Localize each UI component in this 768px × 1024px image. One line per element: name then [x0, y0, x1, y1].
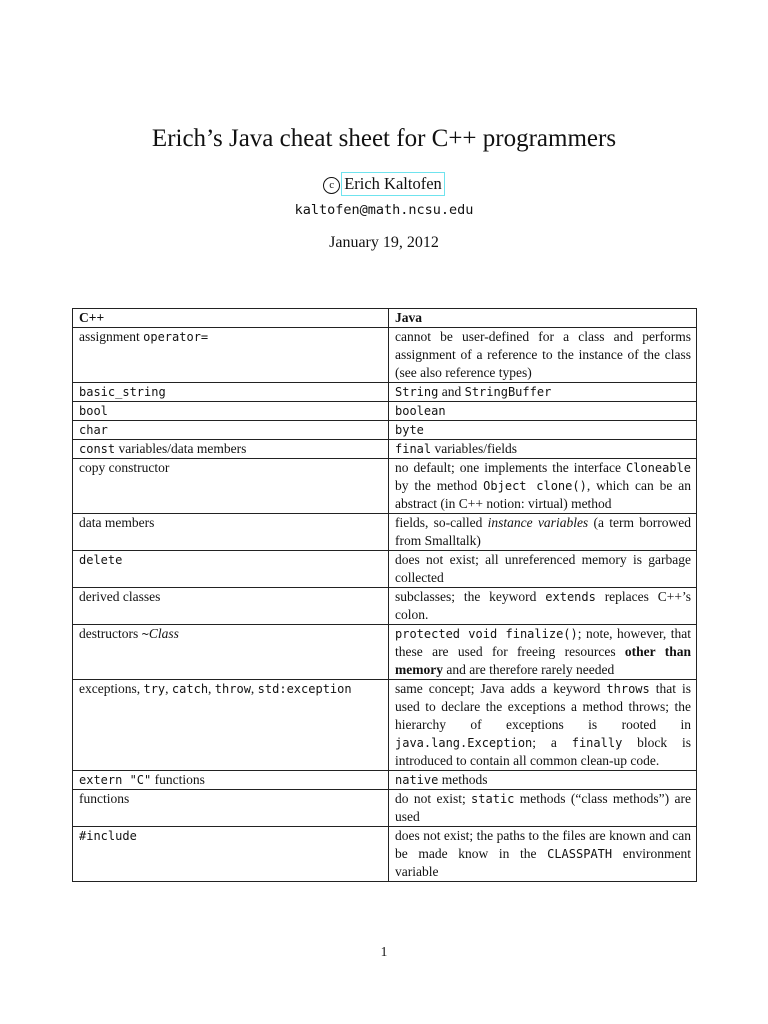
- cell-text: ~: [141, 627, 149, 641]
- table-row: [73, 383, 697, 402]
- cell-text: (a term borrowed from Smalltalk): [395, 515, 691, 548]
- cell-text: do not exist;: [395, 791, 472, 806]
- cell-text: ,: [250, 681, 258, 696]
- header-java: Java: [389, 309, 697, 328]
- cpp-cell: [73, 680, 389, 771]
- cell-text: does not exist; the paths to the files are known and can be made know in the: [395, 828, 691, 861]
- cell-text: variables/data members: [115, 441, 247, 456]
- cell-text: extends: [545, 590, 596, 604]
- cell-text: subclasses; the keyword: [395, 589, 546, 604]
- cell-text: Object clone(): [483, 479, 587, 493]
- table-row: [73, 790, 697, 827]
- java-cell: [389, 771, 697, 790]
- table-row: [73, 421, 697, 440]
- cell-text: variables/fields: [431, 441, 517, 456]
- table-row: [73, 514, 697, 551]
- cell-text: char: [79, 423, 108, 437]
- java-cell: [389, 421, 697, 440]
- cell-text: exceptions,: [79, 681, 144, 696]
- cell-text: no default; one implements the interface: [395, 460, 626, 475]
- cell-text: and are therefore rarely needed: [442, 662, 615, 677]
- author-email: kaltofen@math.ncsu.edu: [294, 202, 474, 218]
- cell-text: that is used to declare the exceptions a method throws; the hierarchy of exceptions is rooted in: [395, 681, 692, 732]
- header-cpp: C++: [73, 309, 389, 328]
- cell-text: cannot be user-defined for a class and performs assignment of a reference to the instance of the class (see also reference types): [395, 329, 691, 380]
- cpp-cell: [73, 827, 389, 882]
- table-row: [73, 402, 697, 421]
- cell-text: try: [143, 682, 166, 696]
- cell-text: const: [79, 442, 116, 456]
- table-row: [73, 827, 697, 882]
- page-number: 1: [380, 944, 388, 959]
- table-row: [73, 440, 697, 459]
- cell-text: static: [471, 792, 515, 806]
- cell-text: block is introduced to contain all common clean-up code.: [395, 735, 692, 768]
- java-cell: [389, 680, 697, 771]
- author-line: [0, 174, 768, 194]
- cpp-cell: [73, 440, 389, 459]
- cell-text: destructors: [79, 626, 142, 641]
- cell-text: java.lang.Exception: [395, 736, 533, 750]
- copyright-icon: c: [323, 177, 340, 194]
- cell-text: ; note, however, that these are used for freeing resources: [395, 626, 691, 659]
- cell-text: final: [395, 442, 432, 456]
- table-row: [73, 551, 697, 588]
- cell-text: ; a: [532, 735, 572, 750]
- cell-text: CLASSPATH: [547, 847, 613, 861]
- cell-text: other than memory: [395, 644, 691, 677]
- cpp-cell: [73, 328, 389, 383]
- author-link[interactable]: Erich Kaltofen: [341, 172, 445, 196]
- cpp-cell: [73, 625, 389, 680]
- java-cell: [389, 402, 697, 421]
- document-date: January 19, 2012: [329, 234, 439, 251]
- java-cell: [389, 383, 697, 402]
- cpp-cell: [73, 402, 389, 421]
- cpp-cell: [73, 790, 389, 827]
- table-row: [73, 328, 697, 383]
- java-cell: [389, 514, 697, 551]
- cpp-cell: [73, 421, 389, 440]
- cell-text: String: [395, 385, 439, 399]
- cell-text: Class: [148, 626, 179, 641]
- cell-text: bool: [79, 404, 108, 418]
- cell-text: throws: [606, 682, 650, 696]
- java-cell: [389, 551, 697, 588]
- cell-text: ,: [165, 681, 172, 696]
- cell-text: std:exception: [257, 682, 352, 696]
- cell-text: environment variable: [395, 846, 691, 879]
- java-cell: [389, 440, 697, 459]
- comparison-table: [72, 308, 697, 882]
- table-row: [73, 588, 697, 625]
- cell-text: assignment: [79, 329, 144, 344]
- table-row: [73, 771, 697, 790]
- cell-text: native: [395, 773, 439, 787]
- java-cell: [389, 827, 697, 882]
- java-cell: [389, 588, 697, 625]
- cell-text: by the method: [395, 478, 484, 493]
- cell-text: copy constructor: [79, 460, 170, 475]
- cell-text: #include: [79, 829, 137, 843]
- cell-text: byte: [395, 423, 424, 437]
- cpp-cell: [73, 771, 389, 790]
- cell-text: fields, so-called: [395, 515, 488, 530]
- java-cell: [389, 459, 697, 514]
- cell-text: ,: [208, 681, 215, 696]
- cell-text: , which can be an abstract (in C++ notion: virtual) method: [395, 478, 691, 511]
- cell-text: methods (“class methods”) are used: [395, 791, 691, 824]
- document-title: Erich’s Java cheat sheet for C++ programmers: [151, 125, 617, 152]
- cpp-cell: [73, 383, 389, 402]
- table-header-row: [73, 309, 697, 328]
- cell-text: extern "C": [79, 773, 152, 787]
- cell-text: data members: [79, 515, 155, 530]
- cell-text: replaces C++’s colon.: [395, 589, 691, 622]
- cell-text: delete: [79, 553, 123, 567]
- cpp-cell: [73, 459, 389, 514]
- cell-text: basic_string: [79, 385, 166, 399]
- java-cell: [389, 328, 697, 383]
- cell-text: derived classes: [79, 589, 161, 604]
- java-cell: [389, 625, 697, 680]
- cell-text: protected void finalize(): [395, 627, 578, 641]
- cpp-cell: [73, 551, 389, 588]
- java-cell: [389, 790, 697, 827]
- cell-text: functions: [79, 791, 130, 806]
- cell-text: and: [438, 384, 465, 399]
- cell-text: does not exist; all unreferenced memory is garbage collected: [395, 552, 691, 585]
- cell-text: boolean: [395, 404, 446, 418]
- cell-text: methods: [438, 772, 488, 787]
- cell-text: functions: [151, 772, 205, 787]
- cell-text: throw: [214, 682, 251, 696]
- cell-text: catch: [171, 682, 209, 696]
- cell-text: finally: [571, 736, 623, 750]
- cell-text: instance variables: [487, 515, 589, 530]
- cell-text: operator=: [143, 330, 209, 344]
- cell-text: Cloneable: [625, 461, 691, 475]
- table-row: [73, 680, 697, 771]
- cpp-cell: [73, 514, 389, 551]
- cpp-cell: [73, 588, 389, 625]
- table-row: [73, 459, 697, 514]
- table-row: [73, 625, 697, 680]
- table-body: [73, 309, 697, 882]
- cell-text: StringBuffer: [464, 385, 552, 399]
- cell-text: same concept; Java adds a keyword: [395, 681, 607, 696]
